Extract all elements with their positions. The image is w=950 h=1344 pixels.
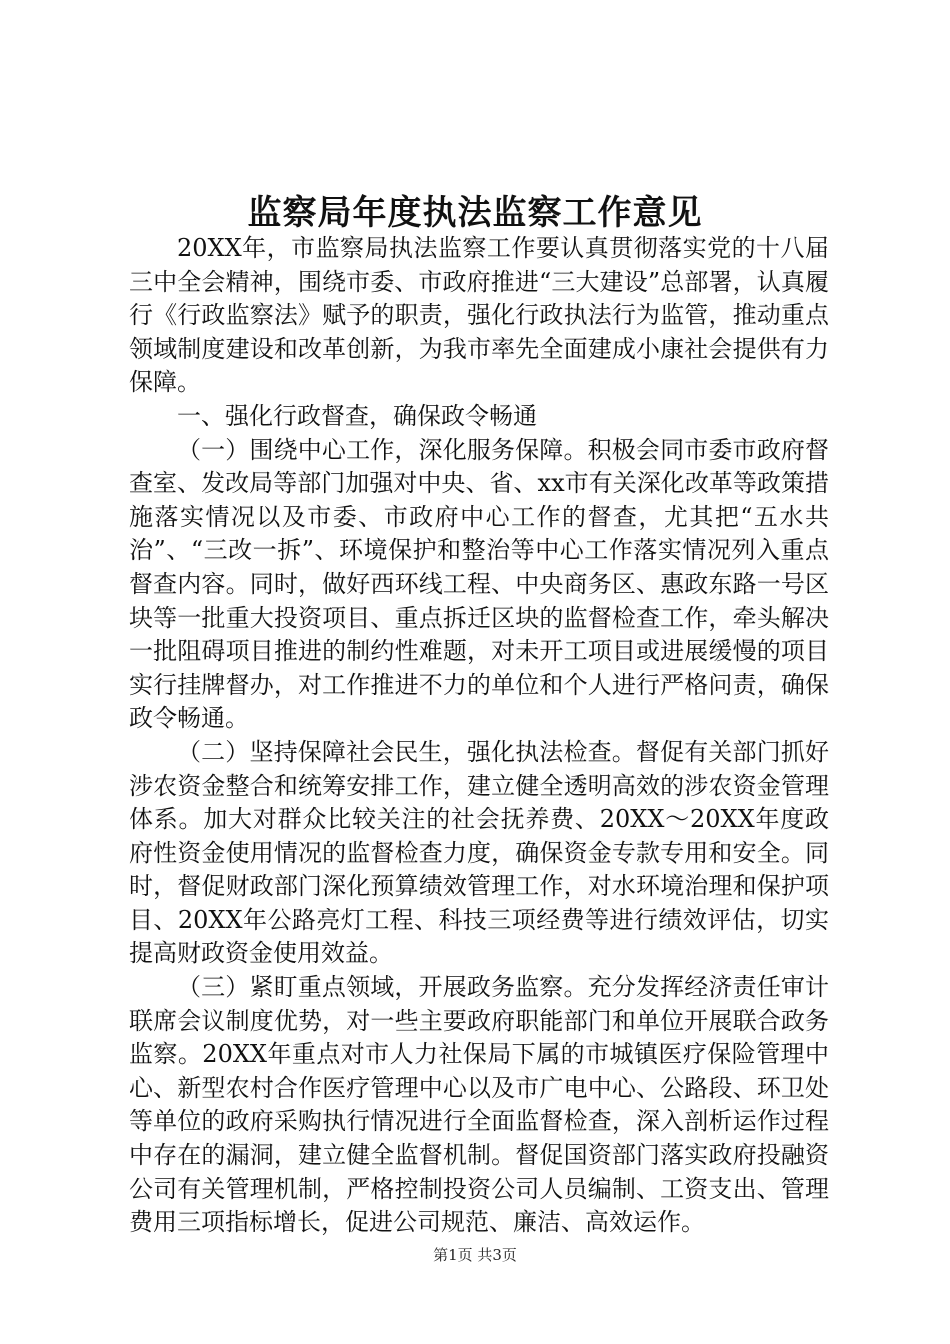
document-title: 监察局年度执法监察工作意见 bbox=[247, 193, 703, 233]
document-body bbox=[129, 232, 829, 1240]
paragraph-item-2: （二）坚持保障社会民生，强化执法检查。督促有关部门抓好涉农资金整合和统筹安排工作，建立健全透明高效的涉农资金管理体系。加大对群众比较关注的社会抚养费、20XX～20XX年度政府性资金使用情况的监督检查力度，确保资金专款专用和安全。同时，督促财政部门深化预算绩效管理工作，对水环境治理和保护项目、20XX年公路亮灯工程、科技三项经费等进行绩效评估，切实提高财政资金使用效益。 bbox=[129, 737, 829, 968]
section-heading: 一、强化行政督查，确保政令畅通 bbox=[177, 401, 537, 430]
paragraph-item-3: （三）紧盯重点领域，开展政务监察。充分发挥经济责任审计联席会议制度优势，对一些主要政府职能部门和单位开展联合政务监察。20XX年重点对市人力社保局下属的市城镇医疗保险管理中心、新型农村合作医疗管理中心以及市广电中心、公路段、环卫处等单位的政府采购执行情况进行全面监督检查，深入剖析运作过程中存在的漏洞，建立健全监督机制。督促国资部门落实政府投融资公司有关管理机制，严格控制投资公司人员编制、工资支出、管理费用三项指标增长，促进公司规范、廉洁、高效运作。 bbox=[129, 973, 829, 1237]
intro-paragraph: 20XX年，市监察局执法监察工作要认真贯彻落实党的十八届三中全会精神，围绕市委、市政府推进“三大建设”总部署，认真履行《行政监察法》赋予的职责，强化行政执法行为监管，推动重点领域制度建设和改革创新，为我市率先全面建成小康社会提供有力保障。 bbox=[129, 234, 829, 397]
paragraph-item-1: （一）围绕中心工作，深化服务保障。积极会同市委市政府督查室、发改局等部门加强对中央、省、xx市有关深化改革等政策措施落实情况以及市委、市政府中心工作的督查，尤其把“五水共治”、“三改一拆”、环境保护和整治等中心工作落实情况列入重点督查内容。同时，做好西环线工程、中央商务区、惠政东路一号区块等一批重大投资项目、重点拆迁区块的监督检查工作，牵头解决一批阻碍项目推进的制约性难题，对未开工项目或进展缓慢的项目实行挂牌督办，对工作推进不力的单位和个人进行严格问责，确保政令畅通。 bbox=[129, 435, 829, 733]
page-footer: 第1页 共3页 bbox=[433, 1246, 517, 1264]
